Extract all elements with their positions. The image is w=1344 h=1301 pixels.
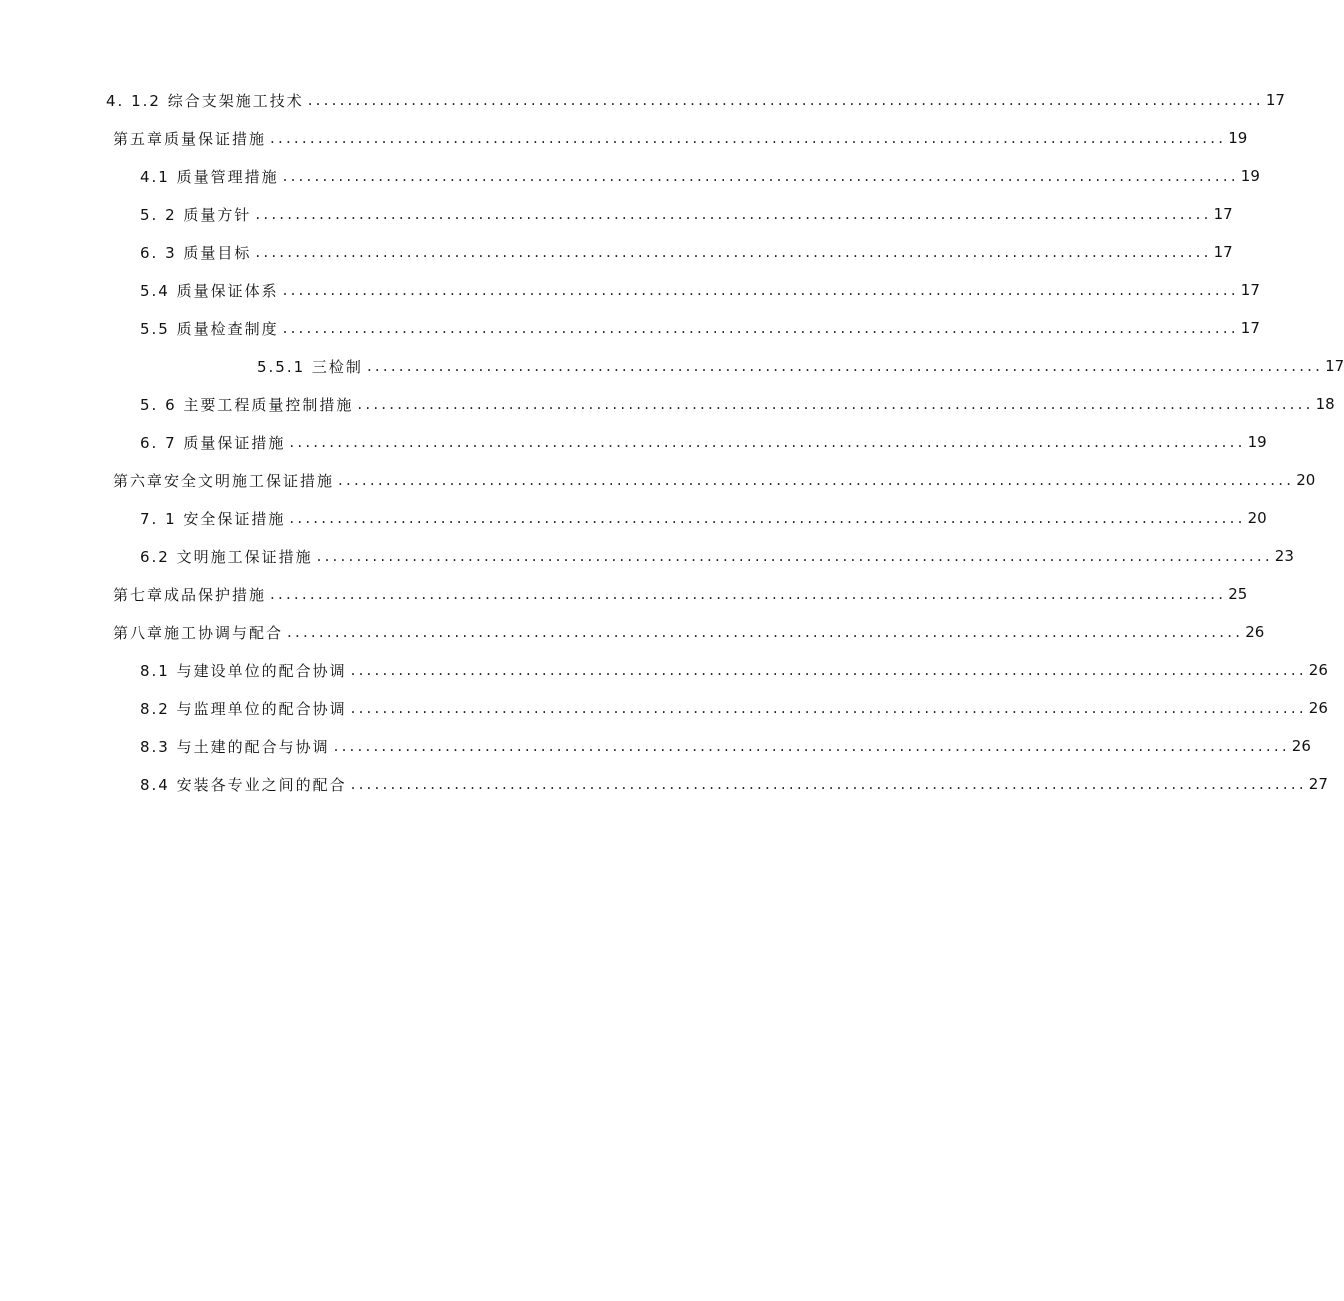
toc-dot-leader: ........................................................................................................................: [255, 243, 1212, 261]
toc-entry[interactable]: [257, 354, 1344, 378]
toc-dot-leader: ........................................................................................................................: [307, 91, 1264, 109]
toc-dot-leader: ........................................................................................................................: [287, 623, 1244, 641]
toc-entry[interactable]: [106, 88, 1285, 112]
toc-dot-leader: ........................................................................................................................: [282, 281, 1239, 299]
toc-dot-leader: ........................................................................................................................: [289, 433, 1246, 451]
toc-entry[interactable]: [113, 468, 1316, 492]
toc-page-number: 27: [1308, 775, 1328, 793]
toc-entry-label: 6. 7 质量保证措施: [140, 433, 286, 452]
toc-entry[interactable]: [140, 658, 1328, 682]
toc-page-number: 26: [1291, 737, 1311, 755]
toc-page-number: 17: [1240, 319, 1260, 337]
toc-page-number: 26: [1308, 661, 1328, 679]
toc-entry[interactable]: [140, 164, 1260, 188]
toc-entry-label: 8.3 与土建的配合与协调: [140, 737, 330, 756]
toc-entry[interactable]: [113, 620, 1265, 644]
toc-dot-leader: ........................................................................................................................: [282, 319, 1239, 337]
toc-dot-leader: ........................................................................................................................: [270, 585, 1227, 603]
toc-dot-leader: ........................................................................................................................: [357, 395, 1314, 413]
toc-entry[interactable]: [140, 240, 1233, 264]
toc-entry[interactable]: [140, 772, 1328, 796]
toc-dot-leader: ........................................................................................................................: [316, 547, 1273, 565]
toc-page-number: 26: [1308, 699, 1328, 717]
toc-page-number: 26: [1245, 623, 1265, 641]
toc-entry[interactable]: [140, 430, 1267, 454]
toc-entry-label: 第六章安全文明施工保证措施: [113, 471, 335, 490]
toc-entry[interactable]: [140, 278, 1260, 302]
toc-entry-label: 4. 1.2 综合支架施工技术: [106, 91, 304, 110]
toc-dot-leader: ........................................................................................................................: [255, 205, 1212, 223]
toc-page-number: 19: [1240, 167, 1260, 185]
toc-entry-label: 8.4 安装各专业之间的配合: [140, 775, 347, 794]
toc-entry-label: 第八章施工协调与配合: [113, 623, 284, 642]
toc-page-number: 20: [1296, 471, 1316, 489]
toc-entry[interactable]: [140, 506, 1267, 530]
toc-entry-label: 5. 6 主要工程质量控制措施: [140, 395, 354, 414]
toc-entry[interactable]: [140, 392, 1335, 416]
toc-dot-leader: ........................................................................................................................: [282, 167, 1239, 185]
toc-entry-label: 4.1 质量管理措施: [140, 167, 279, 186]
toc-entry-label: 8.1 与建设单位的配合协调: [140, 661, 347, 680]
toc-entry[interactable]: [140, 734, 1311, 758]
toc-dot-leader: ........................................................................................................................: [338, 471, 1295, 489]
toc-entry-label: 8.2 与监理单位的配合协调: [140, 699, 347, 718]
toc-entry-label: 7. 1 安全保证措施: [140, 509, 286, 528]
toc-dot-leader: ........................................................................................................................: [366, 357, 1324, 375]
toc-dot-leader: ........................................................................................................................: [350, 699, 1307, 717]
toc-entry-label: 5. 2 质量方针: [140, 205, 252, 224]
toc-entry-label: 第七章成品保护措施: [113, 585, 267, 604]
toc-entry-label: 6.2 文明施工保证措施: [140, 547, 313, 566]
toc-page-number: 17: [1325, 357, 1344, 375]
toc-entry-label: 5.4 质量保证体系: [140, 281, 279, 300]
toc-dot-leader: ........................................................................................................................: [270, 129, 1227, 147]
toc-dot-leader: ........................................................................................................................: [289, 509, 1246, 527]
toc-entry-label: 第五章质量保证措施: [113, 129, 267, 148]
toc-page-number: 20: [1247, 509, 1267, 527]
toc-entry-label: 5.5.1 三检制: [257, 357, 363, 376]
toc-dot-leader: ........................................................................................................................: [350, 661, 1307, 679]
toc-dot-leader: ........................................................................................................................: [333, 737, 1290, 755]
toc-entry[interactable]: [140, 544, 1294, 568]
toc-page-number: 17: [1213, 205, 1233, 223]
toc-entry[interactable]: [140, 316, 1260, 340]
toc-entry[interactable]: [113, 582, 1248, 606]
toc-page-number: 19: [1228, 129, 1248, 147]
toc-page-number: 18: [1315, 395, 1335, 413]
toc-entry[interactable]: [113, 126, 1248, 150]
toc-page-number: 17: [1213, 243, 1233, 261]
toc-entry-label: 5.5 质量检查制度: [140, 319, 279, 338]
toc-dot-leader: ........................................................................................................................: [350, 775, 1307, 793]
toc-page-number: 19: [1247, 433, 1267, 451]
toc-page-number: 17: [1265, 91, 1285, 109]
toc-page-number: 23: [1274, 547, 1294, 565]
toc-entry[interactable]: [140, 202, 1233, 226]
toc-entry[interactable]: [140, 696, 1328, 720]
toc-entry-label: 6. 3 质量目标: [140, 243, 252, 262]
toc-page-number: 25: [1228, 585, 1248, 603]
toc-page-number: 17: [1240, 281, 1260, 299]
